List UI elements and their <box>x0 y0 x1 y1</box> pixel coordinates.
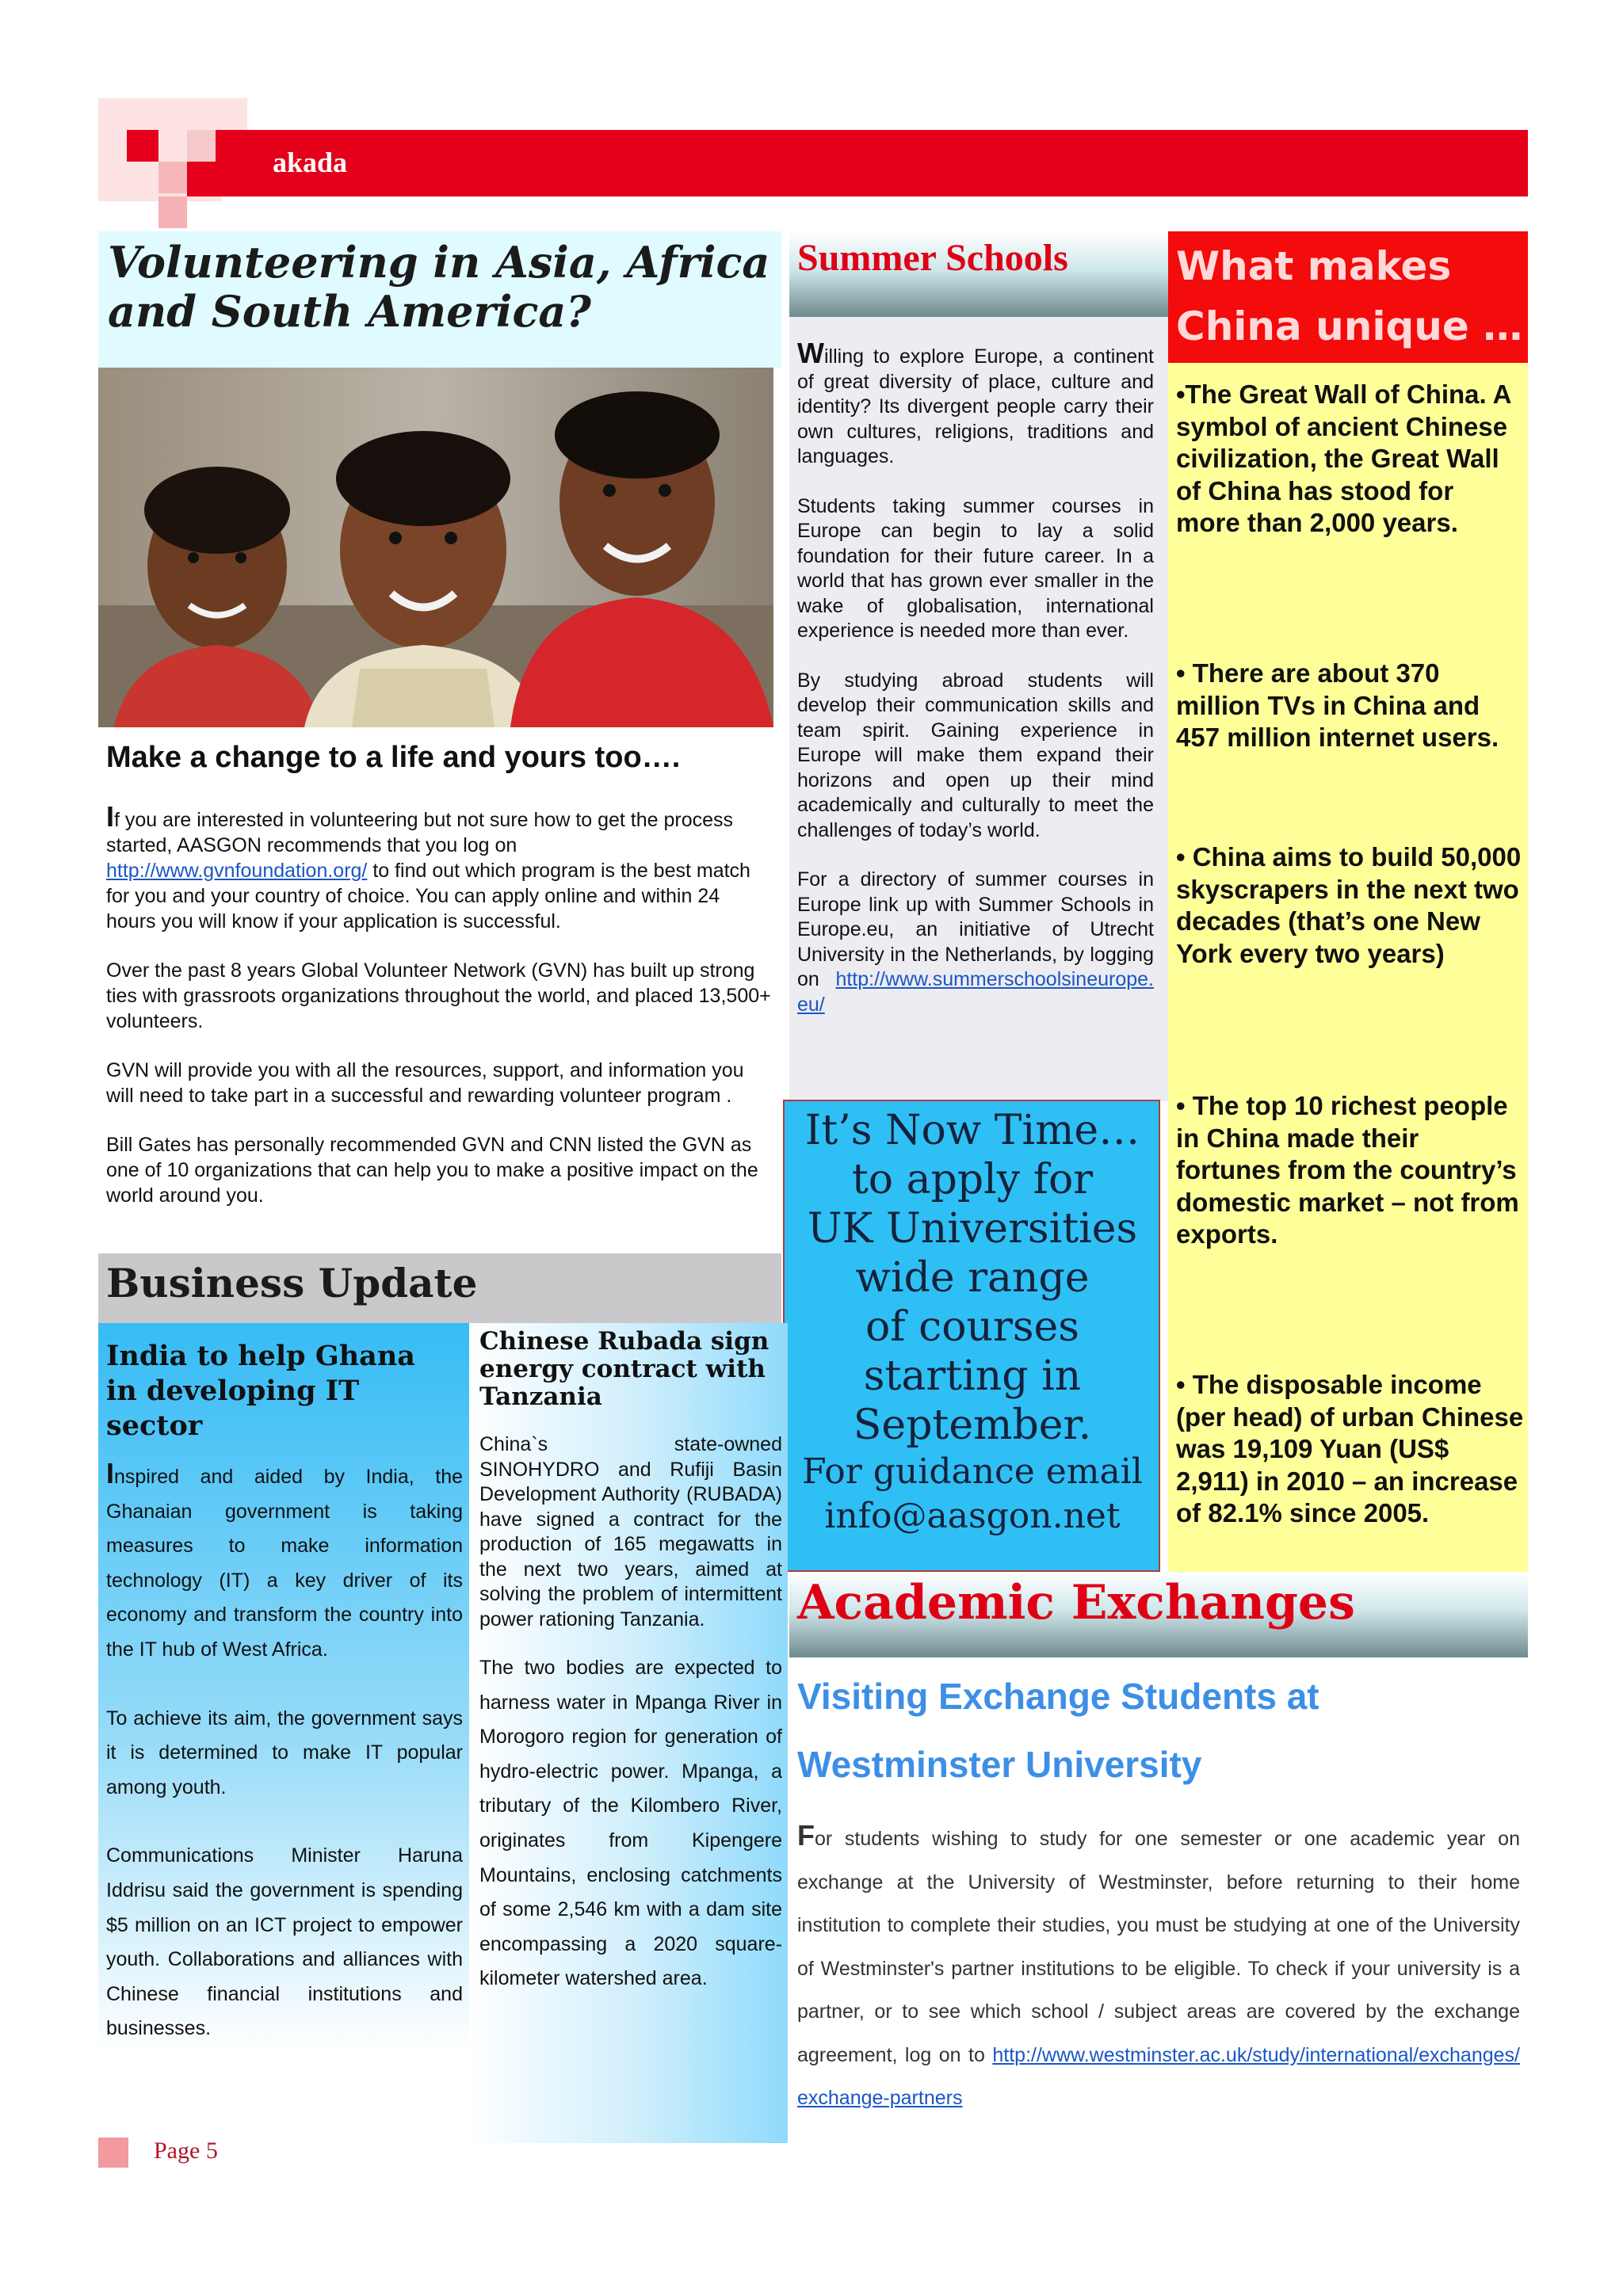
header-decor-square <box>127 130 158 162</box>
paragraph-text: to find out which program is the best match for you and your country of choice. You can apply online and within 24 hours you will know if your application is successful. <box>106 860 750 933</box>
academic-exchanges-body <box>797 1814 1520 2120</box>
drop-cap: W <box>797 337 824 369</box>
china-fact: •The Great Wall of China. A symbol of ancient Chinese civilization, the Great Wall of China has stood for more than 2,000 years. <box>1176 379 1511 537</box>
gvn-link[interactable]: http://www.gvnfoundation.org/ <box>106 860 368 882</box>
header-decor-square <box>187 130 216 162</box>
volunteering-paragraph <box>106 800 772 934</box>
business-col1-body <box>106 1456 463 2081</box>
summer-schools-link[interactable]: http://www.summerschoolsineurope.eu/ <box>797 968 1154 1016</box>
paragraph-text: f you are interested in volunteering but not sure how to get the process started, AASGON recommends that you log on <box>106 809 734 856</box>
volunteering-subtitle: Make a change to a life and yours too…. <box>106 741 681 774</box>
footer-decor-square <box>98 2138 128 2168</box>
summer-schools-body <box>797 337 1154 1042</box>
page-number: Page 5 <box>154 2138 218 2164</box>
business-paragraph: The two bodies are expected to harness water in Mpanga River in Morogoro region for generation of hydro-electric power. Mpanga, a tributary of the Kilombero River, originates from Kipengere Mountains, enclosing catchments of some 2,546 km with a dam site encompassing a 2020 square-kilometer watershed area. <box>479 1657 782 1990</box>
china-fact: • The disposable income (per head) of urban Chinese was 19,109 Yuan (US$ 2,911) in 2010 – an increase of 82.1% since 2005. <box>1176 1370 1524 1527</box>
drop-cap: I <box>106 1457 115 1489</box>
summer-schools-title: Summer Schools <box>797 237 1068 279</box>
header-decor-square <box>158 162 187 193</box>
business-paragraph: To achieve its aim, the government says it is determined to make IT popular among youth. <box>106 1707 463 1798</box>
business-paragraph: China`s state-owned SINOHYDRO and Rufiji Basin Development Authority (RUBADA) have signed a contract for the production of 165 megawatts in the next two years, aimed at solving the problem of intermittent power rationing Tanzania. <box>479 1433 782 1630</box>
promo-line: It’s Now Time… <box>804 1107 1140 1154</box>
summer-paragraph <box>797 337 1154 470</box>
children-photo <box>98 368 773 727</box>
china-fact: • There are about 370 million TVs in China and 457 million internet users. <box>1176 658 1499 752</box>
business-paragraph <box>106 1456 463 1668</box>
header-bar <box>216 130 1528 196</box>
business-col2-title: Chinese Rubada sign energy contract with Tanzania <box>479 1327 769 1411</box>
business-update-title: Business Update <box>106 1260 478 1306</box>
header-brand: akada <box>273 147 348 178</box>
header-decor-square <box>187 162 216 196</box>
volunteering-title: Volunteering in Asia, Africa and South America? <box>108 237 770 337</box>
promo-email[interactable]: info@aasgon.net <box>824 1496 1121 1536</box>
volunteering-paragraph: GVN will provide you with all the resources, support, and information you will need to take part in a successful and rewarding volunteer program . <box>106 1059 744 1107</box>
promo-line: wide range <box>855 1254 1090 1302</box>
business-col1-title: India to help Ghana in developing IT sector <box>106 1340 415 1442</box>
drop-cap: I <box>106 800 115 833</box>
paragraph-text: illing to explore Europe, a continent of great diversity of place, culture and identity? Its divergent people carry their own cultures, religions, traditions and languages. <box>797 345 1154 467</box>
volunteering-paragraph: Bill Gates has personally recommended GVN and CNN listed the GVN as one of 10 organizations that can help you to make a positive impact on the world around you. <box>106 1134 758 1207</box>
china-fact: • The top 10 richest people in China made their fortunes from the country’s domestic market – not from exports. <box>1176 1091 1519 1249</box>
drop-cap: F <box>797 1819 815 1852</box>
summer-paragraph: By studying abroad students will develop their communication skills and team spirit. Gaining experience in Europe will make them expand their horizons and open up their mind academically and culturally to meet the challenges of today’s world. <box>797 669 1154 841</box>
promo-line: starting in <box>863 1352 1082 1400</box>
header-decor-square <box>158 196 187 228</box>
business-col2-body <box>479 1432 782 1997</box>
business-paragraph: Communications Minister Haruna Iddrisu said the government is spending $5 million on an ICT project to empower youth. Collaborations and alliances with Chinese financial institutions and businesses. <box>106 1844 463 2040</box>
promo-line: September. <box>853 1402 1092 1449</box>
paragraph-text: nspired and aided by India, the Ghanaian government is taking measures to make information technology (IT) a key driver of its economy and transform the country into the IT hub of West Africa. <box>106 1466 463 1661</box>
china-title: What makes China unique … <box>1176 243 1523 349</box>
westminster-link[interactable]: http://www.westminster.ac.uk/study/international/exchanges/exchange-partners <box>797 2043 1520 2109</box>
header-decor-square <box>216 98 247 130</box>
academic-exchanges-title: Academic Exchanges <box>797 1575 1355 1630</box>
academic-exchanges-subtitle: Visiting Exchange Students at Westminster University <box>797 1676 1319 1785</box>
paragraph-text: or students wishing to study for one semester or one academic year on exchange at the University of Westminster, before returning to their home institution to complete their studies, you must be studying at one of the University of Westminster's partner institutions to be eligible. To check if your university is a partner, or to see which school / subject areas are covered by the exchange agreement, log on to <box>797 1828 1520 2066</box>
china-fact: • China aims to build 50,000 skyscrapers in the next two decades (that’s one New York every two years) <box>1176 842 1522 968</box>
uk-universities-promo <box>785 1106 1160 1539</box>
promo-line: of courses <box>865 1303 1079 1351</box>
promo-line: For guidance email <box>802 1451 1143 1492</box>
summer-paragraph <box>797 868 1154 1017</box>
volunteering-body <box>106 800 772 1232</box>
promo-line: to apply for <box>851 1156 1094 1203</box>
promo-line: UK Universities <box>807 1205 1138 1253</box>
volunteering-paragraph: Over the past 8 years Global Volunteer Network (GVN) has built up strong ties with grassroots organizations throughout the world, and placed 13,500+ volunteers. <box>106 959 771 1032</box>
summer-paragraph: Students taking summer courses in Europe can begin to lay a solid foundation for their future career. In a world that has grown ever smaller in the wake of globalisation, international experience is needed more than ever. <box>797 494 1154 642</box>
paragraph-text: For a directory of summer courses in Europe link up with Summer Schools in Europe.eu, an initiative of Utrecht University in the Netherlands, by logging on <box>797 868 1154 990</box>
